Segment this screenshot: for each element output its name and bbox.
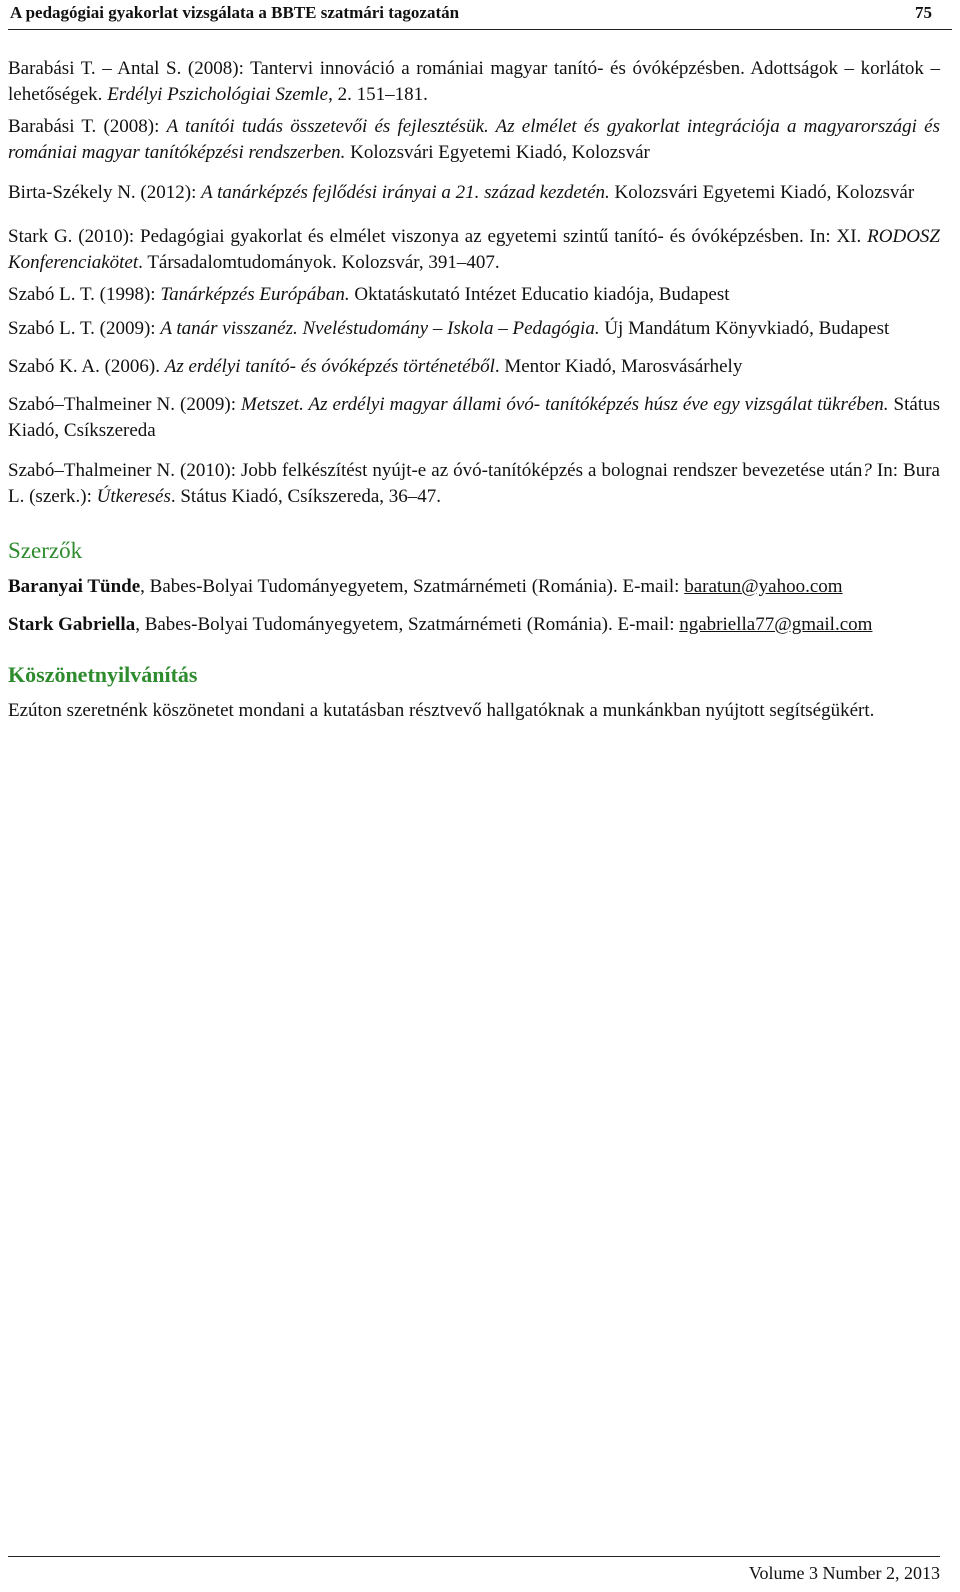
reference-item [8, 114, 940, 166]
author-entry-2 [8, 612, 940, 638]
reference-text: In: Bura L. (szerk.): [8, 460, 940, 507]
author-affiliation: , Babes-Bolyai Tudományegyetem, Szatmárnémeti (Románia). E-mail: [140, 576, 685, 597]
reference-text: , 2. 151–181. [328, 84, 428, 105]
reference-item [8, 392, 940, 444]
reference-italic-text: Útkeresés [96, 486, 171, 507]
reference-text: Státus Kiadó, Csíkszereda [8, 394, 941, 441]
author-email-link[interactable]: ngabriella77@gmail.com [679, 614, 873, 635]
reference-item [8, 224, 940, 276]
reference-italic-text: A tanár visszanéz. Nveléstudomány – Iskola – Pedagógia. [160, 318, 600, 339]
reference-list [8, 56, 940, 510]
reference-italic-text: Az erdélyi tanító- és óvóképzés történetéből [164, 356, 495, 377]
reference-text: Szabó K. A. (2006). [8, 356, 165, 377]
authors-heading: Szerzők [8, 538, 83, 563]
reference-italic-text: RODOSZ Konferenciakötet [8, 226, 940, 273]
author-email-link[interactable]: baratun@yahoo.com [684, 576, 843, 597]
reference-text: Barabási T. (2008): [8, 116, 167, 137]
reference-italic-text: Erdélyi Pszichológiai Szemle [107, 84, 329, 105]
reference-text: . Mentor Kiadó, Marosvásárhely [494, 356, 743, 377]
reference-italic-text: A tanítói tudás összetevői és fejlesztésük. Az elmélet és gyakorlat integrációja a magyarországi és romániai magyar tanítóképzési rendszerben. [8, 116, 940, 163]
page-content [8, 56, 940, 724]
reference-text: Szabó–Thalmeiner N. (2010): Jobb felkészítést nyújt-e az óvó-tanítóképzés a bolognai rendszer bevezetése után [8, 460, 863, 481]
reference-text: Szabó–Thalmeiner N. (2009): [8, 394, 242, 415]
reference-italic-text: ? [862, 460, 872, 481]
reference-text: Stark G. (2010): Pedagógiai gyakorlat és elmélet viszonya az egyetemi szintű tanító- és óvóképzésben. In: XI. [8, 226, 868, 247]
running-title: A pedagógiai gyakorlat vizsgálata a BBTE szatmári tagozatán [10, 2, 460, 22]
reference-text: Barabási T. – Antal S. (2008): Tantervi innováció a romániai magyar tanító- és óvóképzésben. Adottságok – korlátok – lehetőségek. [8, 58, 940, 105]
reference-text: Birta-Székely N. (2012): [8, 182, 202, 203]
running-header [8, 0, 952, 30]
acknowledgement-heading: Köszönetnyilvánítás [8, 662, 198, 687]
running-footer [8, 1556, 940, 1584]
reference-text: Kolozsvári Egyetemi Kiadó, Kolozsvár [609, 182, 915, 203]
acknowledgement-text: Ezúton szeretnénk köszönetet mondani a kutatásban résztvevő hallgatóknak a munkánkban nyújtott segítségükért. [8, 700, 875, 721]
author-name: Stark Gabriella [8, 614, 136, 635]
reference-text: Szabó L. T. (2009): [8, 318, 161, 339]
page-number: 75 [915, 2, 932, 22]
reference-text: . Státus Kiadó, Csíkszereda, 36–47. [170, 486, 442, 507]
reference-text: Kolozsvári Egyetemi Kiadó, Kolozsvár [345, 142, 650, 163]
reference-item [8, 282, 940, 308]
journal-volume: Volume 3 Number 2, 2013 [748, 1563, 940, 1583]
reference-italic-text: Metszet. Az erdélyi magyar állami óvó- tanítóképzés húsz éve egy vizsgálat tükrében. [241, 394, 889, 415]
author-affiliation: , Babes-Bolyai Tudományegyetem, Szatmárnémeti (Románia). E-mail: [135, 614, 680, 635]
reference-italic-text: A tanárképzés fejlődési irányai a 21. század kezdetén. [201, 182, 610, 203]
reference-item [8, 316, 940, 342]
reference-italic-text: Tanárképzés Európában. [160, 284, 350, 305]
reference-text: Új Mandátum Könyvkiadó, Budapest [599, 318, 890, 339]
reference-item [8, 458, 940, 510]
author-name: Baranyai Tünde [8, 576, 141, 597]
reference-item [8, 180, 940, 206]
reference-text: . Társadalomtudományok. Kolozsvár, 391–407. [138, 252, 500, 273]
reference-item [8, 56, 940, 108]
reference-text: Oktatáskutató Intézet Educatio kiadója, Budapest [349, 284, 730, 305]
reference-text: Szabó L. T. (1998): [8, 284, 161, 305]
reference-item [8, 354, 940, 380]
author-entry-1 [8, 574, 940, 600]
